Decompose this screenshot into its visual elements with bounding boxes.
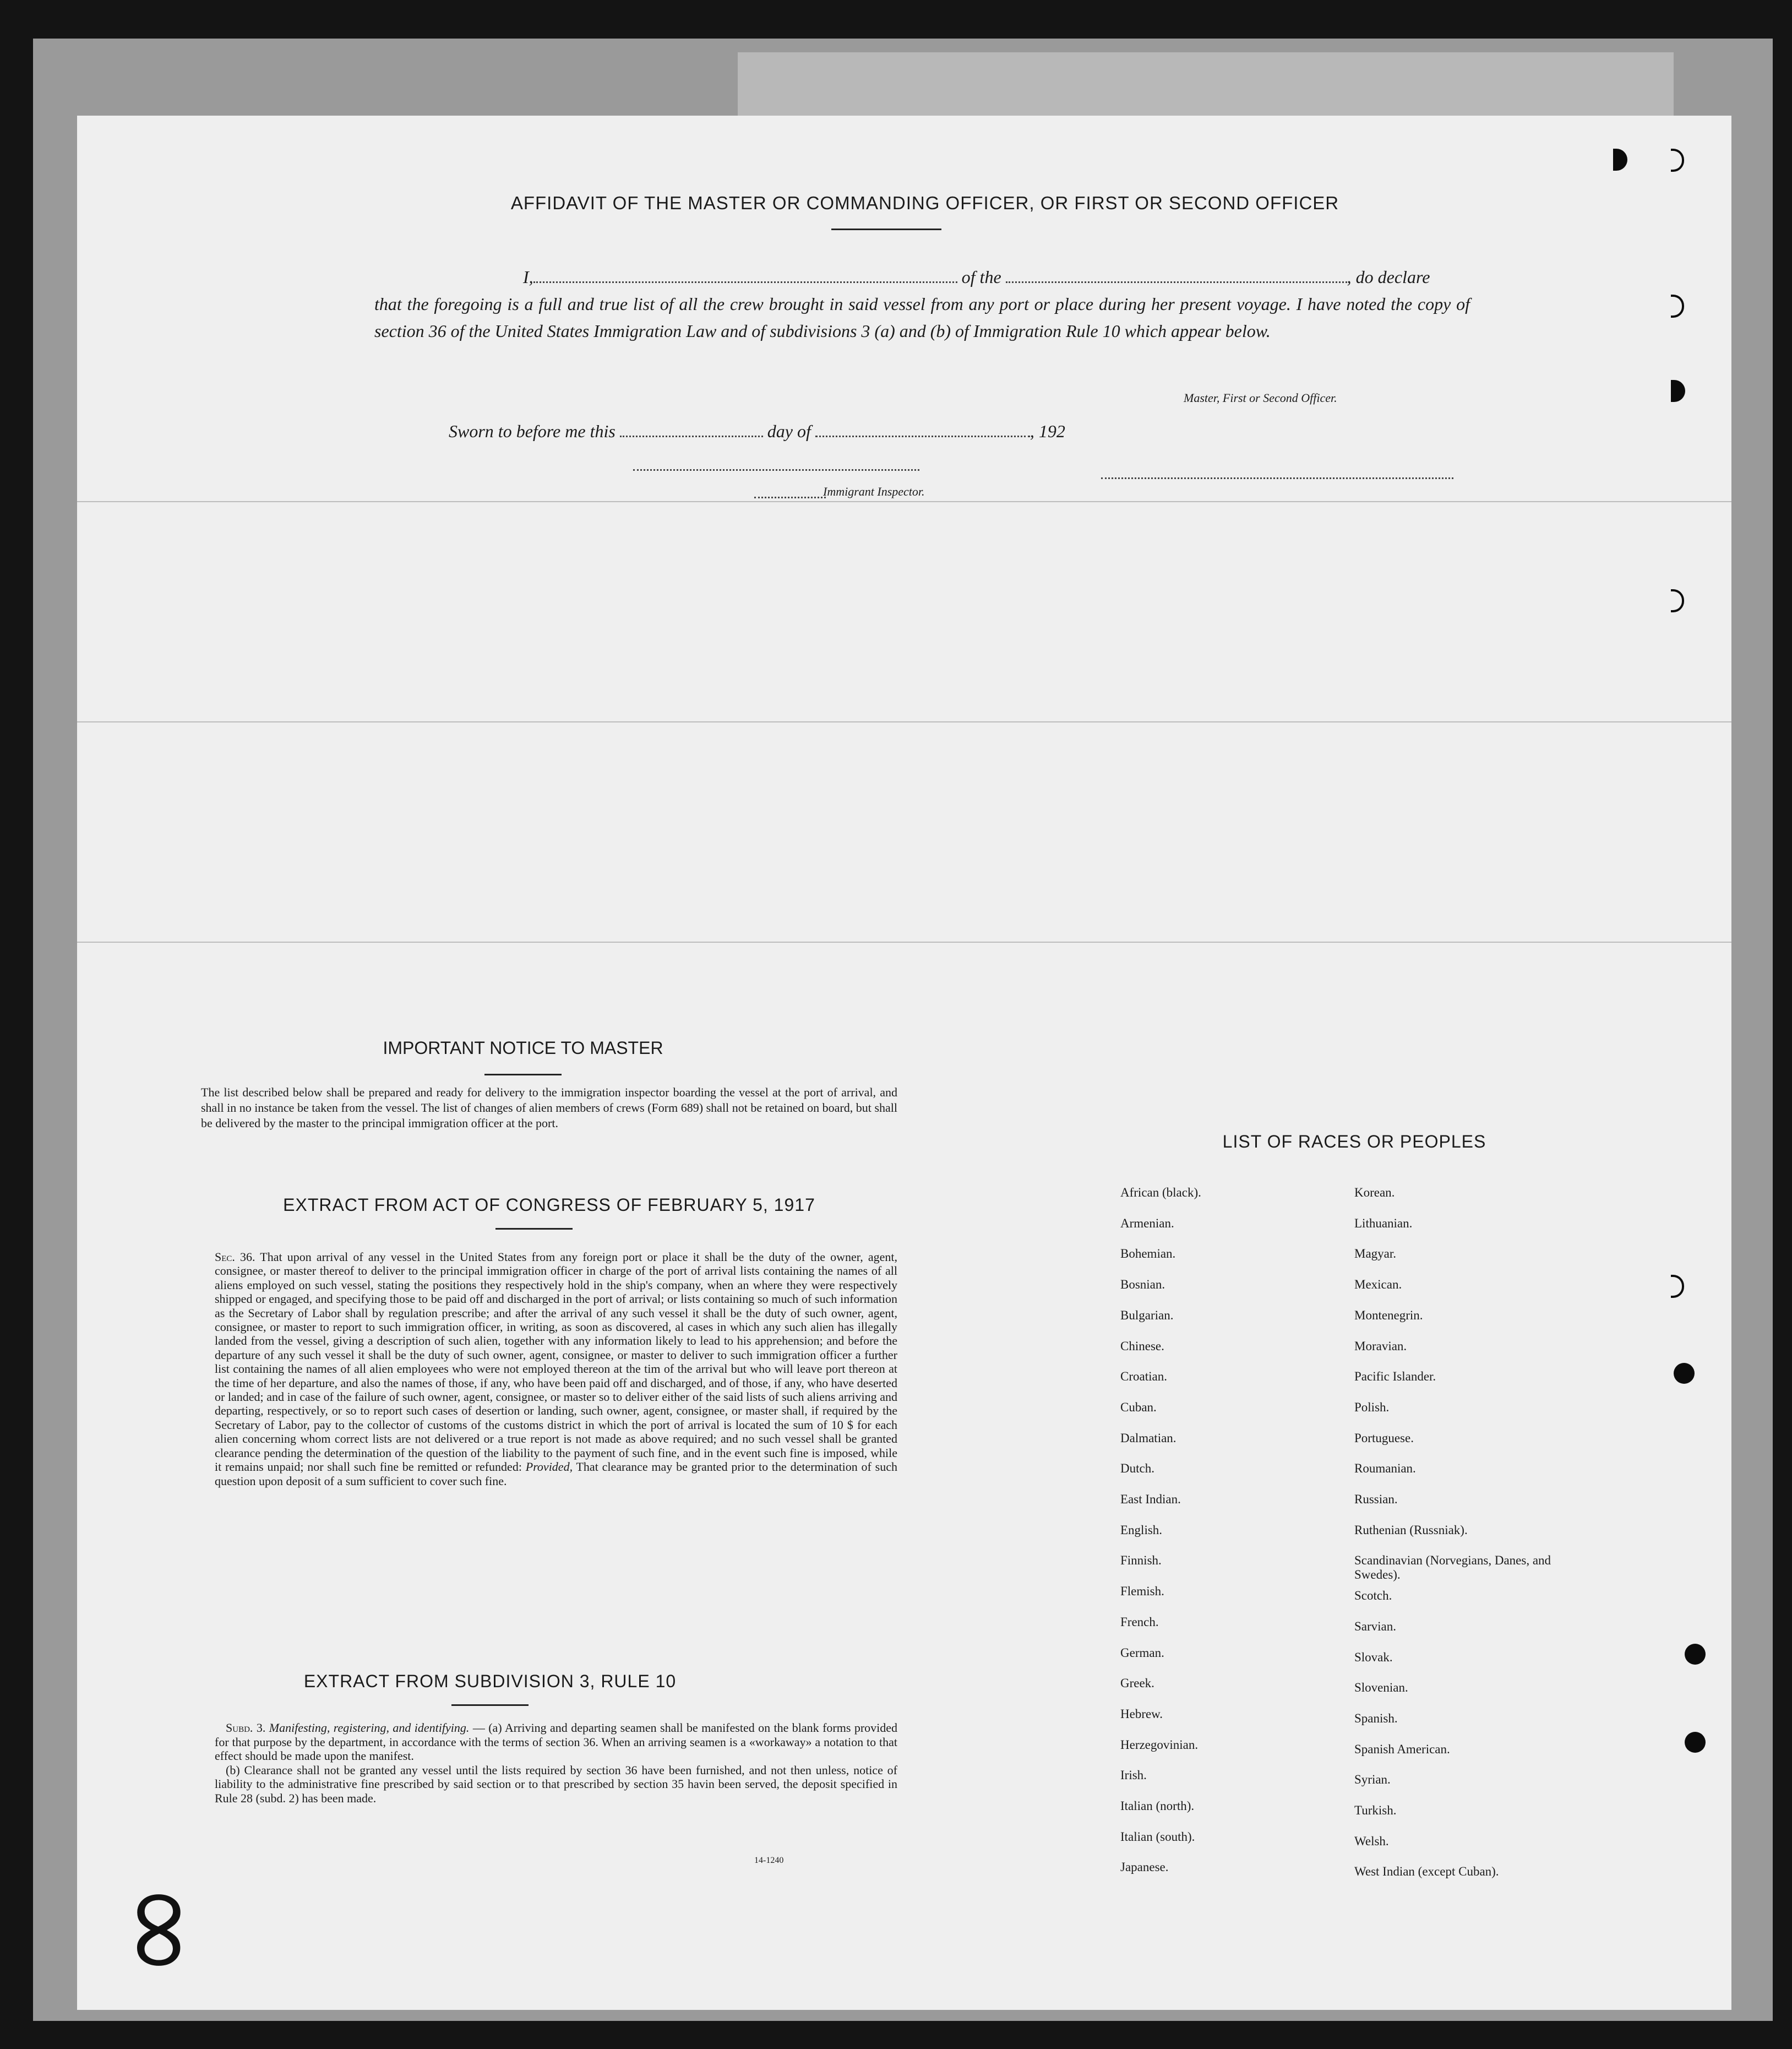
race-item: Korean. — [1354, 1186, 1395, 1199]
document-page — [77, 116, 1731, 2010]
title-underline — [831, 229, 941, 230]
race-item: German. — [1120, 1645, 1164, 1660]
para-a-body: — (a) Arriving and departing seamen shall be manifested on the blank forms provided for that purpose by the department, in accordance with the terms of section 36. When an arriving seamen is a «workaway» a notation to that effect should be made upon the manifest. — [215, 1721, 898, 1763]
subdivision-3-text — [215, 1721, 897, 1806]
race-item: Dutch. — [1120, 1461, 1154, 1476]
race-item: Lithuanian. — [1354, 1216, 1413, 1230]
race-item: English. — [1120, 1523, 1163, 1537]
inspector-blank-short — [754, 496, 826, 498]
race-item: Slovenian. — [1354, 1681, 1408, 1695]
inspector-label: Immigrant Inspector. — [823, 485, 925, 498]
punch-hole — [1685, 1732, 1706, 1753]
race-item: Ruthenian (Russniak). — [1354, 1523, 1468, 1537]
of-the-label: of the — [961, 267, 1001, 287]
para-b: (b) Clearance shall not be granted any vessel until the lists required by section 36 have been furnished, and not then unless, notice of liability to the administrative fine prescribed by said section or to that prescribed by section 35 havin been served, the deposit specified in Rule 28 (subd. 2) has been made. — [215, 1763, 897, 1805]
subd-heading: Manifesting, registering, and identifying. — [269, 1721, 470, 1735]
race-item: Hebrew. — [1120, 1706, 1163, 1721]
race-item: Finnish. — [1120, 1553, 1162, 1568]
punch-hole — [1671, 380, 1685, 402]
race-item: Irish. — [1120, 1768, 1147, 1782]
race-item: West Indian (except Cuban). — [1354, 1865, 1499, 1879]
race-item: Italian (north). — [1120, 1799, 1195, 1813]
race-item: Chinese. — [1120, 1339, 1164, 1353]
extract-rule-underline — [451, 1704, 529, 1706]
punch-hole — [1671, 149, 1684, 172]
race-item: Roumanian. — [1354, 1461, 1416, 1476]
race-item: Sarvian. — [1354, 1619, 1397, 1633]
ghost-line — [77, 501, 1731, 502]
subd-label: Subd. 3. — [226, 1721, 266, 1735]
race-item: Greek. — [1120, 1676, 1154, 1691]
sworn-prefix: Sworn to before me this — [449, 421, 616, 441]
races-title: LIST OF RACES OR PEOPLES — [1222, 1132, 1486, 1151]
infinity-stamp-icon: ∞ — [96, 1882, 232, 1979]
race-item: Montenegrin. — [1354, 1308, 1423, 1322]
race-item: Syrian. — [1354, 1773, 1391, 1787]
provided-word: Provided, — [525, 1460, 573, 1474]
race-item: Armenian. — [1120, 1216, 1174, 1230]
extract-act-underline — [495, 1228, 573, 1230]
notice-title: IMPORTANT NOTICE TO MASTER — [383, 1038, 663, 1058]
signature-label: Master, First or Second Officer. — [1184, 391, 1337, 405]
race-item: French. — [1120, 1615, 1159, 1629]
month-blank — [815, 416, 1030, 437]
race-item: Bosnian. — [1120, 1278, 1165, 1292]
race-item: Scandinavian (Norvegians, Danes, and Swedes). — [1354, 1553, 1551, 1582]
notice-text: The list described below shall be prepared and ready for delivery to the immigration inspector boarding the vessel at the port of arrival, and shall in no instance be taken from the vessel. The list of changes of alien members of crews (Form 689) shall not be retained on board, but shall be delivered by the master to the principal immigration officer at the port. — [201, 1085, 897, 1130]
inspector-blank — [633, 468, 919, 471]
punch-hole — [1674, 1363, 1695, 1384]
signature-blank — [1101, 476, 1453, 479]
sworn-line — [449, 416, 1065, 442]
ghost-line — [77, 942, 1731, 943]
race-item: Portuguese. — [1354, 1431, 1414, 1445]
do-declare-label: , do declare — [1347, 267, 1430, 287]
race-item: Moravian. — [1354, 1339, 1407, 1353]
race-item: Slovak. — [1354, 1650, 1393, 1664]
race-item: Polish. — [1354, 1400, 1390, 1414]
sec-body: That upon arrival of any vessel in the United States from any foreign port or place it shall be the duty of the owner, agent, consignee, or master thereof to deliver to the principal immigration officer in charge of the port of arrival lists containing the names of all aliens employed on such vessel, stating the positions they respectively hold in the ship's company, when an where they were respectively shipped or engaged, and specifying those to be paid off and discharged in the port of arrival; or lists containing so much of such information as the Secretary of Labor shall by regulation prescribe; and after the arrival of any such vessel it shall be the duty of such owner, agent, consignee, or master to report to such immigration officer, in writing, as soon as discovered, al cases in which any such alien has illegally landed from the vessel, giving a description of such alien, together with any information likely to lead to his apprehension; and before the departure of any such vessel it shall be the duty of such owner, agent, consignee, or master to deliver to such immigration officer a further list containing the names of all alien employees who were not employed thereon at the tim of the arrival but who will leave port thereon at the time of her departure, and also the names of those, if any, who have been paid off and discharged, and of those, if any, who have deserted or landed; and in case of the failure of such owner, agent, consignee, or master so to deliver either of the said lists of such aliens arriving and departing, respectively, or so to report such cases of desertion or landing, such owner, agent, consignee, or master shall, if required by the Secretary of Labor, pay to the collector of customs of the customs district in which the port of arrival is located the sum of 10 $ for each alien concerning whom correct lists are not delivered or a true report is not made as above required; and no such vessel shall be granted clearance pending the determination of the question of the liability to the payment of such fine, and in the event such fine is imposed, while it remains unpaid; nor shall such fine be remitted or refunded: — [215, 1250, 897, 1474]
day-of-label: day of — [767, 421, 811, 441]
year-label: , 192 — [1030, 421, 1065, 441]
vessel-blank — [1006, 262, 1347, 283]
back-sheet-tab — [738, 52, 1674, 118]
race-item: Herzegovinian. — [1120, 1737, 1199, 1752]
race-item: Welsh. — [1354, 1834, 1389, 1848]
race-item: Scotch. — [1354, 1589, 1392, 1603]
extract-rule-title: EXTRACT FROM SUBDIVISION 3, RULE 10 — [303, 1671, 677, 1691]
punch-hole — [1671, 295, 1684, 318]
affidavit-title: AFFIDAVIT OF THE MASTER OR COMMANDING OFFICER, OR FIRST OR SECOND OFFICER — [510, 193, 1339, 213]
race-item: Spanish. — [1354, 1711, 1398, 1725]
race-item: Spanish American. — [1354, 1742, 1450, 1756]
sec-body-end: That clearance may be granted prior to the determination of such question upon deposit of a sum sufficient to cover such fine. — [215, 1460, 898, 1488]
race-item: Mexican. — [1354, 1278, 1402, 1292]
race-item: Magyar. — [1354, 1247, 1397, 1261]
race-item: Dalmatian. — [1120, 1431, 1176, 1445]
form-number: 14-1240 — [754, 1856, 784, 1865]
ghost-line — [77, 721, 1731, 722]
race-item: Italian (south). — [1120, 1829, 1195, 1844]
punch-hole — [1685, 1644, 1706, 1665]
race-item: Pacific Islander. — [1354, 1369, 1436, 1384]
notice-underline — [484, 1074, 562, 1075]
punch-hole — [1671, 589, 1684, 612]
race-item: Turkish. — [1354, 1803, 1397, 1817]
race-item: Russian. — [1354, 1492, 1398, 1506]
extract-act-title: EXTRACT FROM ACT OF CONGRESS OF FEBRUARY 5, 1917 — [283, 1195, 815, 1215]
affidavit-text — [374, 262, 1470, 345]
punch-hole — [1613, 149, 1627, 171]
para-a — [215, 1721, 897, 1763]
race-item: Bulgarian. — [1120, 1308, 1174, 1322]
name-blank — [533, 262, 957, 283]
race-item: Croatian. — [1120, 1369, 1167, 1384]
race-item: Bohemian. — [1120, 1247, 1176, 1261]
race-item: Cuban. — [1120, 1400, 1157, 1414]
race-item: Flemish. — [1120, 1584, 1164, 1599]
affidavit-body: that the foregoing is a full and true list of all the crew brought in said vessel from any port or place during her present voyage. I have noted the copy of section 36 of the United States Immigration Law and of subdivisions 3 (a) and (b) of Immigration Rule 10 which appear below. — [374, 294, 1470, 341]
affidavit-declaration-line — [374, 262, 1470, 291]
section-36-text — [215, 1250, 897, 1488]
i-label: I, — [523, 267, 533, 287]
race-item: African (black). — [1120, 1186, 1201, 1199]
race-item: Japanese. — [1120, 1860, 1169, 1874]
day-blank — [620, 416, 763, 437]
punch-hole — [1671, 1275, 1684, 1298]
race-item: East Indian. — [1120, 1492, 1181, 1506]
sec-label: Sec. 36. — [215, 1250, 255, 1264]
